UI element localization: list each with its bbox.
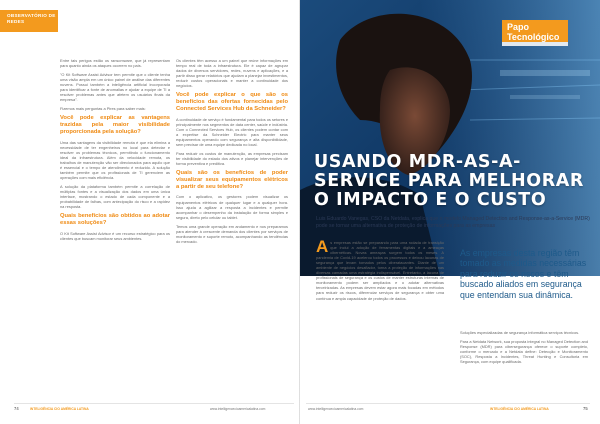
paragraph: Os clientes têm acesso a um painel que reúne informações em tempo real de toda a infraestrutura. Ele é capaz de agrupar dados de diversos servidores, redes, nuvens e aplicações, e a partir disso gerar relatórios que ajudam a planejar investimentos, reduzir custos operacionais e manter a continuidade dos negócios. xyxy=(176,58,288,89)
paragraph: Para a Netdata Network, sua proposta integral no Managed Detection and Response (MDR) para cibersegurança oferece o suporte completo, conforme o mercado e a Netdata define: Detecção e Monitoramento (SOC), Resposta a Incidentes, Threat Hunting e Consultoria em Segurança, com equipe qualificada. xyxy=(460,339,588,365)
paragraph: Para reduzir os custos de manutenção, as empresas precisam ter visibilidade do estado dos ativos e planejar intervenções de forma preventiva e preditiva. xyxy=(176,150,288,167)
right-column-2 xyxy=(460,330,588,368)
paragraph: Temos uma grande operação em andamento e nos preparamos para atender à crescente demanda dos clientes por serviços de monitoramento e suporte remoto, acompanhando as tendências do mercado. xyxy=(176,223,288,244)
article-deck: Luis Eduardo Vanegas, CSO da Netdata, explica que o modelo Managed Detection and Response-as-a-Service (MDR) pode se tornar uma alternativa de proteção de informações para as empresas xyxy=(316,216,590,229)
footer-publication-text: INTELIGÊNCIA CIO AMÉRICA LATINA xyxy=(30,407,89,411)
title-line: O IMPACTO E O CUSTO xyxy=(314,190,547,210)
footer-publication-text: INTELIGÊNCIA CIO AMÉRICA LATINA xyxy=(490,407,549,411)
paragraph: Com o aplicativo, os gestores podem visualizar os equipamentos elétricos de qualquer lugar e a qualquer hora. Isso ajuda a agilizar a resposta a incidentes e permite acompanhar o desempenho da instalação de forma simples e segura, direto pelo celular ou tablet. xyxy=(176,194,288,220)
paragraph: Entre tais perigos estão os ransomware, que já representam para quanto ainda os ataques ocorrem no país. xyxy=(60,58,170,69)
title-line: USANDO MDR-AS-A- xyxy=(314,152,521,172)
question-heading: Quais são os benefícios de poder visualizar seus equipamentos elétricos a partir de seu telefone? xyxy=(176,170,288,190)
page-number-left: 74 xyxy=(14,406,19,411)
footer-url-left[interactable]: www.intelligencecioamericalatina.com xyxy=(210,407,266,411)
paragraph: Fizemos mais perguntas a Pires para saber mais: xyxy=(60,106,146,112)
brand-line-1: Papo xyxy=(507,22,530,32)
drop-cap: A xyxy=(316,237,329,256)
title-line: SERVICE PARA MELHORAR xyxy=(314,171,584,191)
left-column-2 xyxy=(176,58,288,248)
brand-line-2: Tecnológico xyxy=(507,32,560,42)
paragraph: Uma das vantagens da visibilidade remota é que ela elimina a necessidade de ter engenheiros no local para detectar e resolver os problemas técnicos, permitindo o funcionamento ideal da infraestrutura. Além da velocidade remota, os trabalhos de manutenção vão ser direcionados para aquilo que é essencial e o tempo de atendimento é reduzido. A solução também permite que os profissionais de TI gerenciem as operações com mais eficiência. xyxy=(60,139,170,181)
question-heading: Quais benefícios são obtidos ao adotar essas soluções? xyxy=(60,213,170,227)
brand-underline xyxy=(502,42,568,46)
paragraph: "O Kit Software Assist Advisor tem permite que o cliente tenha uma visão ampla em um único painel de análise das diferentes nuvens. Possui também a inteligência artificial incorporada para identificar a fonte de anomalias e ajudar a equipe de TI a resolver problemas antes que afetem os usuários finais da empresa". xyxy=(60,72,170,103)
footer-publication xyxy=(490,404,549,414)
question-heading: Você pode explicar as vantagens trazidas pela maior visibilidade proporcionada pela solução? xyxy=(60,115,170,136)
pull-quote: As empresas desta região têm tomado as medidas necessárias para reduzir os riscos e têm buscado aliados em segurança que entendam sua dinâmica. xyxy=(460,248,587,300)
paragraph: O Kit Software Assist Advisor é um recurso estratégico para os clientes que buscam monitorar seus ambientes. xyxy=(60,231,170,242)
lead-paragraph xyxy=(316,237,444,301)
article-title xyxy=(314,153,584,210)
footer-publication xyxy=(30,404,89,414)
right-page xyxy=(300,0,600,424)
left-column-1 xyxy=(60,58,170,245)
question-heading: Você pode explicar o que são os benefícios das ofertas fornecidas pelo Connected Services Hub da Schneider? xyxy=(176,92,288,112)
paragraph: Soluções especializadas de segurança informática serviços técnicos. xyxy=(460,330,580,335)
footer-url-right[interactable]: www.intelligencecioamericalatina.com xyxy=(308,407,364,411)
paragraph: A continuidade de serviço é fundamental para todos os setores e principalmente nos segmentos de data center, saúde e indústria. Com o Connected Services Hub, os clientes podem contar com a expertise da Schneider Electric para manter seus equipamentos operando com segurança e alta disponibilidade, sem precisar de uma equipe dedicada no local. xyxy=(176,116,288,147)
section-tag: OBSERVATÓRIO DE REDES xyxy=(0,10,58,32)
brand-badge xyxy=(502,20,568,42)
paragraph: A solução da plataforma também permite a correlação de múltiplas fontes e a visualização dos dados em uma única interface, mostrando o estado de cada componente e a probabilidade de falhas, com antecipação do risco e a rapidez na resposta. xyxy=(60,184,170,210)
page-number-right: 75 xyxy=(583,406,588,411)
lead-text: s empresas estão se preparando para uma rodada de transição que inclui a adoção de ferramentas digitais e a ameaças cibernéticas. Novas ameaças surgem todos os meses. A pandemia de Covid-19 acelerou todos os processos e deixou lacunas de segurança que levam tomados pelos ciberatacantes. Diante de um ambiente de negócios desafiador, torna a proteção de informações nas diversas camadas uma estratégia indispensável. Entretanto, a lacuna de profissionais de segurança e os custos de manter estruturas internas de monitoramento podem ser ampliados e o adotar alternativas terceirizadas. As empresas devem estar agora mais focadas em métodos para reduzir os riscos, diferenciar serviços de segurança e obter uma contínua e ampla capacidade de proteção de dados. xyxy=(316,240,444,301)
